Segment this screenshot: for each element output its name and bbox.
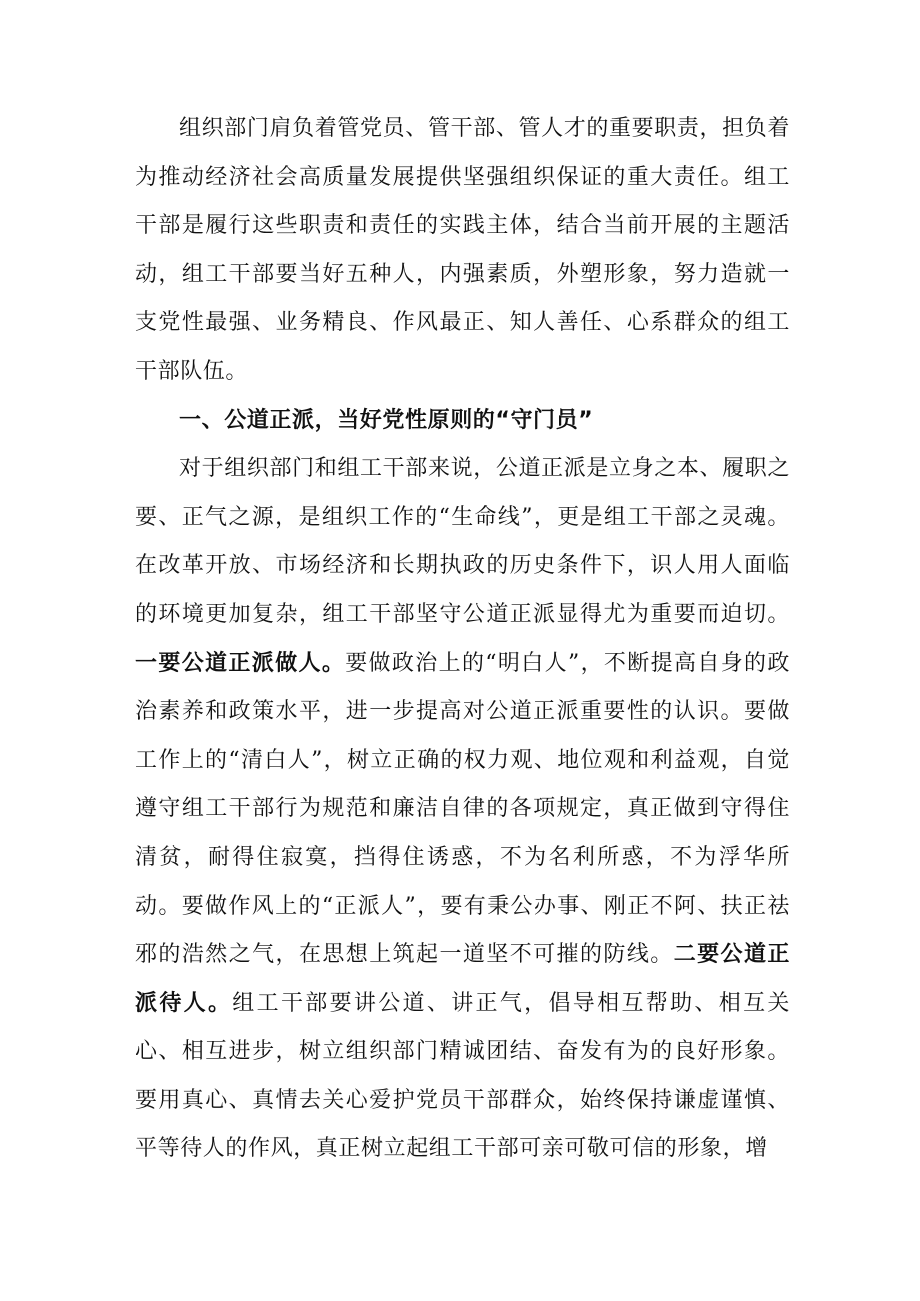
document-body bbox=[135, 105, 790, 1174]
point-1-title: 一要公道正派做人。 bbox=[135, 650, 346, 676]
intro-paragraph: 组织部门肩负着管党员、管干部、管人才的重要职责，担负着为推动经济社会高质量发展提供坚强组织保证的重大责任。组工干部是履行这些职责和责任的实践主体，结合当前开展的主题活动，组工干部要当好五种人，内强素质，外塑形象，努力造就一支党性最强、业务精良、作风最正、知人善任、心系群众的组工干部队伍。 bbox=[135, 116, 790, 384]
point-1-text: 要做政治上的“明白人”，不断提高自身的政治素养和政策水平，进一步提高对公道正派重要性的认识。要做工作上的“清白人”，树立正确的权力观、地位观和利益观，自觉遵守组工干部行为规范和廉洁自律的各项规定，真正做到守得住清贫，耐得住寂寞，挡得住诱惑，不为名利所惑，不为浮华所动。要做作风上的“正派人”，要有秉公办事、刚正不阿、扶正祛邪的浩然之气，在思想上筑起一道坚不可摧的防线。 bbox=[135, 650, 790, 968]
point-2-text: 组工干部要讲公道、讲正气，倡导相互帮助、相互关心、相互进步，树立组织部门精诚团结、奋发有为的良好形象。要用真心、真情去关心爱护党员干部群众，始终保持谦虚谨慎、平等待人的作风，真正树立起组工干部可亲可敬可信的形象，增 bbox=[135, 990, 790, 1162]
section-1-opening-text: 对于组织部门和组工干部来说，公道正派是立身之本、履职之要、正气之源，是组织工作的“生命线”，更是组工干部之灵魂。在改革开放、市场经济和长期执政的历史条件下，识人用人面临的环境更加复杂，组工干部坚守公道正派显得尤为重要而迫切。 bbox=[135, 456, 790, 627]
point-2-title: 二要公道正派待人。 bbox=[135, 942, 790, 1016]
section-heading-1: 一、公道正派，当好党性原则的“守门员” bbox=[179, 407, 594, 433]
section-1-paragraph bbox=[135, 445, 790, 1174]
